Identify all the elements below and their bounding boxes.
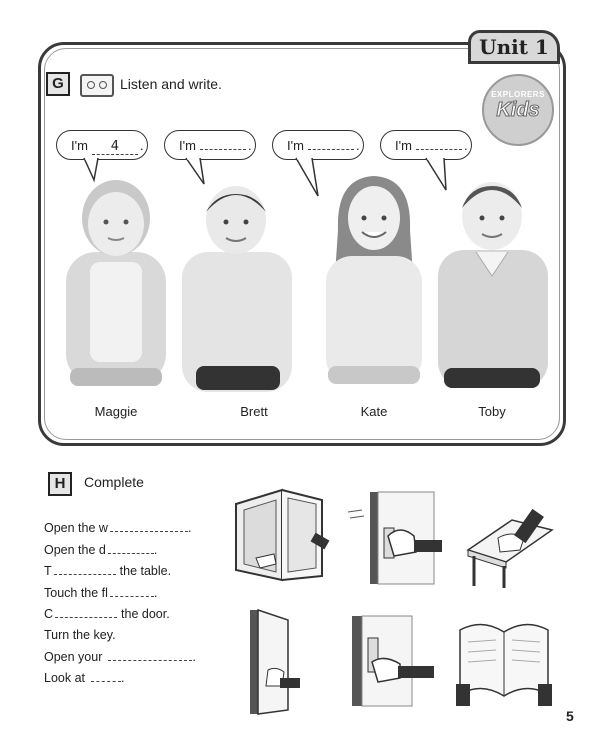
bubble-answer-field[interactable]: 4	[92, 140, 138, 155]
blank-field[interactable]	[91, 670, 121, 682]
line-text: Open your	[44, 650, 103, 664]
complete-line-3	[44, 563, 171, 578]
complete-line-2	[44, 542, 157, 557]
line-end: .	[121, 671, 125, 685]
line-end: .	[192, 650, 196, 664]
line-end: .	[153, 586, 158, 600]
complete-line-6	[44, 628, 116, 642]
touch-floor-door-picture	[240, 606, 300, 716]
line-end: .	[187, 521, 192, 535]
blank-field[interactable]	[110, 585, 154, 597]
blank-field[interactable]	[108, 649, 192, 661]
blank-field[interactable]	[54, 563, 116, 575]
line-end: the door.	[121, 607, 170, 621]
child-name-toby: Toby	[478, 404, 506, 419]
child-photo-brett	[180, 176, 292, 394]
child-name-kate: Kate	[360, 404, 388, 419]
bubble-suffix: .	[247, 138, 252, 153]
touch-table-picture	[462, 500, 558, 590]
complete-line-5	[44, 606, 170, 621]
child-photo-toby	[436, 172, 548, 390]
logo-line1: EXPLORERS	[491, 90, 545, 99]
line-text: Touch the fl	[44, 586, 108, 600]
section-g-instruction: Listen and write.	[120, 76, 222, 92]
line-text: Look at	[44, 671, 86, 685]
child-name-maggie: Maggie	[94, 404, 138, 419]
blank-field[interactable]	[55, 606, 117, 618]
complete-line-1	[44, 520, 191, 535]
child-name-brett: Brett	[240, 404, 268, 419]
line-end: the table.	[119, 564, 172, 578]
child-photo-maggie	[60, 172, 172, 390]
complete-line-4	[44, 585, 157, 600]
complete-line-8	[44, 670, 125, 685]
unit-tab: Unit 1	[468, 30, 560, 64]
blank-field[interactable]	[110, 520, 188, 532]
complete-line-7	[44, 649, 196, 664]
section-h-letter: H	[48, 472, 72, 496]
section-h-instruction: Complete	[84, 474, 144, 490]
blank-field[interactable]	[108, 542, 154, 554]
bubble-tails	[0, 0, 600, 200]
bubble-prefix: I'm	[71, 138, 88, 153]
line-text: T	[44, 564, 52, 578]
bubble-prefix: I'm	[179, 138, 196, 153]
open-door-picture	[344, 488, 444, 588]
turn-key-picture	[348, 612, 438, 712]
page-number: 5	[566, 708, 574, 724]
child-photo-kate	[318, 170, 430, 388]
section-g-letter: G	[46, 72, 70, 96]
bubble-prefix: I'm	[395, 138, 412, 153]
open-window-picture	[226, 484, 334, 588]
line-text: Turn the key.	[44, 628, 116, 642]
bubble-suffix: .	[355, 138, 360, 153]
bubble-prefix: I'm	[287, 138, 304, 153]
line-text: Open the w	[44, 521, 108, 535]
bubble-suffix: .	[463, 138, 468, 153]
line-text: Open the d	[44, 543, 106, 557]
bubble-suffix: .	[139, 138, 144, 153]
open-book-picture	[454, 610, 554, 710]
line-end: .	[153, 543, 158, 557]
logo-line2: Kids	[496, 99, 540, 121]
line-text: C	[44, 607, 54, 621]
